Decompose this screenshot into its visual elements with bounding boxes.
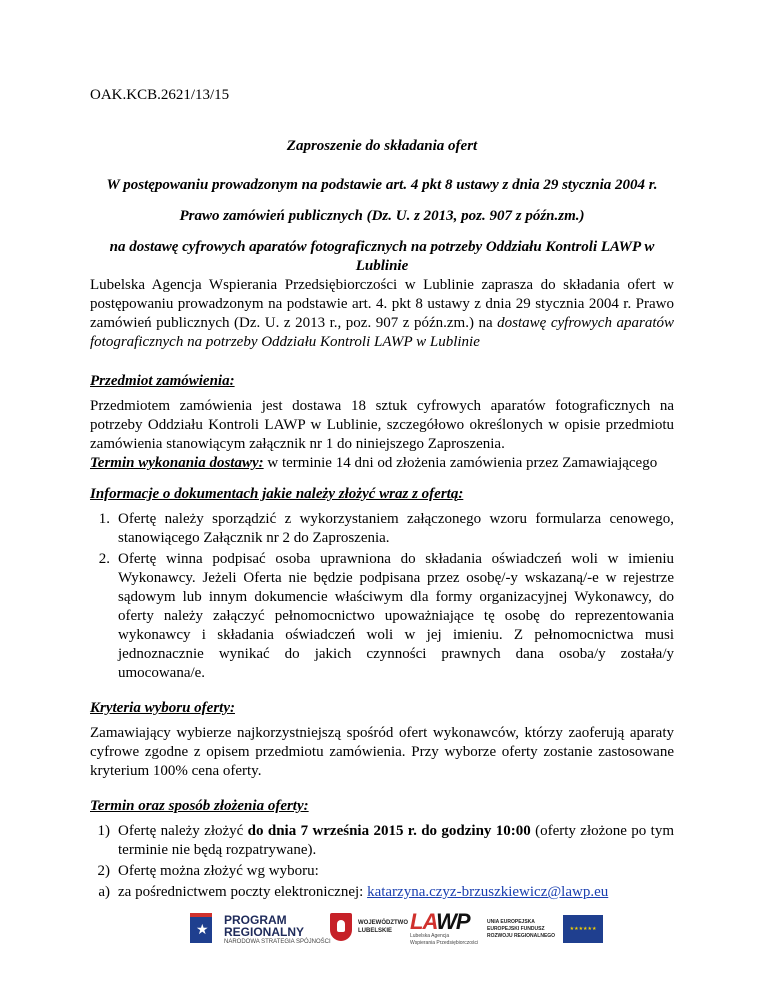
list-item-number: 1. (98, 511, 110, 527)
list-item-number: 2. (98, 551, 110, 567)
program-regionalny-logo (190, 913, 331, 947)
intro-italic: dostawę cyfrowych aparatów fotograficznych na potrzeby Oddziału Kontroli LAWP w Lublinie (90, 315, 674, 350)
eu-logo (487, 915, 603, 943)
termin-deadline: do dnia 7 września 2015 r. do godziny 10:00 (247, 823, 531, 839)
lawp-word-black: WP (436, 909, 470, 934)
list-item-number: 1) (97, 823, 110, 839)
heading-termin: Termin oraz sposób złożenia oferty: (90, 798, 309, 814)
lawp-word-red: LA (410, 909, 437, 934)
list-item (90, 883, 674, 902)
reference-number: OAK.KCB.2621/13/15 (90, 87, 230, 103)
list-item (90, 822, 674, 860)
termin-item1-post: (oferty złożone po tym terminie nie będą rozpatrywane). (118, 823, 674, 858)
intro-text: Lubelska Agencja Wspierania Przedsiębiorczości w Lublinie zaprasza do składania ofert w postępowaniu prowadzonym na podstawie art. 4. pkt 8 ustawy z dnia 29 stycznia 2004 r. Prawo zamówień publicznych (Dz. U. z 2013 r., poz. 907 z późn.zm.) na (90, 277, 674, 331)
termin-itemA-text: za pośrednictwem poczty elektronicznej: (118, 884, 364, 900)
ue-line-3: ROZWOJU REGIONALNEGO (487, 932, 556, 939)
list-item (90, 550, 674, 683)
eu-flag-icon: ★★★★★★ (563, 915, 603, 943)
document-body (90, 86, 674, 904)
termin-wykonania-text: w terminie 14 dni od złożenia zamówienia przez Zamawiającego (267, 455, 658, 471)
list-item-text: Ofertę winna podpisać osoba uprawniona do składania oświadczeń woli w imieniu Wykonawcy. Jeżeli Oferta nie będzie podpisana przez osobę/-y wskazaną/-e w rejestrze sądowym lub innym dokumencie właściwym dla formy organizacyjnej Wykonawcy, do oferty należy załączyć pełnomocnictwo upoważniające tę osobę do reprezentowania wykonawcy i składania oświadczeń woli w jej imieniu. Z pełnomocnictwa musi jednoznacznie wynikać do jakich czynności prawnych dana osoba/y została/y umocowana/e. (118, 551, 674, 681)
lubelskie-line-2: LUBELSKIE (358, 928, 393, 934)
subtitle-line-3: na dostawę cyfrowych aparatów fotograficznych na potrzeby Oddziału Kontroli LAWP w Lublinie (109, 239, 655, 274)
footer-logos (0, 905, 768, 965)
lawp-logo-icon (410, 911, 478, 947)
list-item-number: a) (98, 884, 110, 900)
document-title: Zaproszenie do składania ofert (286, 138, 478, 154)
termin-item2-text: Ofertę można złożyć wg wyboru: (118, 863, 319, 879)
list-item (90, 862, 674, 881)
lawp-sub-2: Wspierania Przedsiębiorczości (410, 940, 479, 946)
list-item (90, 510, 674, 548)
lubelskie-shield-icon (330, 913, 352, 941)
termin-item1-pre: Ofertę należy złożyć (118, 823, 244, 839)
program-line-2: REGIONALNY (224, 925, 305, 939)
dokumenty-list (90, 510, 674, 683)
email-link[interactable]: katarzyna.czyz-brzuszkiewicz@lawp.eu (367, 884, 609, 900)
lubelskie-logo (330, 913, 408, 941)
lubelskie-line-1: WOJEWÓDZTWO (358, 920, 408, 926)
list-item-text: Ofertę należy sporządzić z wykorzystaniem załączonego wzoru formularza cenowego, stanowiącego Załącznik nr 2 do Zaproszenia. (118, 511, 674, 546)
heading-kryteria: Kryteria wyboru oferty: (90, 700, 235, 716)
subtitle-line-1: W postępowaniu prowadzonym na podstawie art. 4 pkt 8 ustawy z dnia 29 stycznia 2004 r. (106, 177, 658, 193)
heading-dokumenty: Informacje o dokumentach jakie należy złożyć wraz z ofertą: (90, 486, 464, 502)
lawp-sub-1: Lubelska Agencja (410, 933, 450, 939)
termin-wykonania-paragraph (90, 454, 674, 473)
przedmiot-text: Przedmiotem zamówienia jest dostawa 18 sztuk cyfrowych aparatów fotograficznych na potrzeby Oddziału Kontroli LAWP w Lublinie, szczegółowo określonych w opisie przedmiotu zamówienia stanowiącym załącznik nr 1 do niniejszego Zaproszenia. (90, 398, 674, 452)
kryteria-text: Zamawiający wybierze najkorzystniejszą spośród ofert wykonawców, którzy zaoferują aparaty cyfrowe zgodne z opisem przedmiotu zamówienia. Przy wyborze oferty zostanie zastosowane kryterium 100% cena oferty. (90, 725, 674, 779)
termin-list (90, 822, 674, 902)
heading-przedmiot: Przedmiot zamówienia: (90, 373, 235, 389)
program-regionalny-logo-icon: ★ (190, 913, 218, 947)
intro-paragraph (90, 276, 674, 352)
ue-line-1: UNIA EUROPEJSKA (487, 918, 535, 925)
list-item-number: 2) (97, 863, 110, 879)
ue-line-2: EUROPEJSKI FUNDUSZ (487, 925, 545, 932)
program-line-1: PROGRAM (224, 913, 287, 927)
subtitle-line-2: Prawo zamówień publicznych (Dz. U. z 2013, poz. 907 z późn.zm.) (179, 208, 585, 224)
program-line-3: NARODOWA STRATEGIA SPÓJNOŚCI (224, 939, 331, 945)
termin-wykonania-label: Termin wykonania dostawy: (90, 455, 264, 471)
